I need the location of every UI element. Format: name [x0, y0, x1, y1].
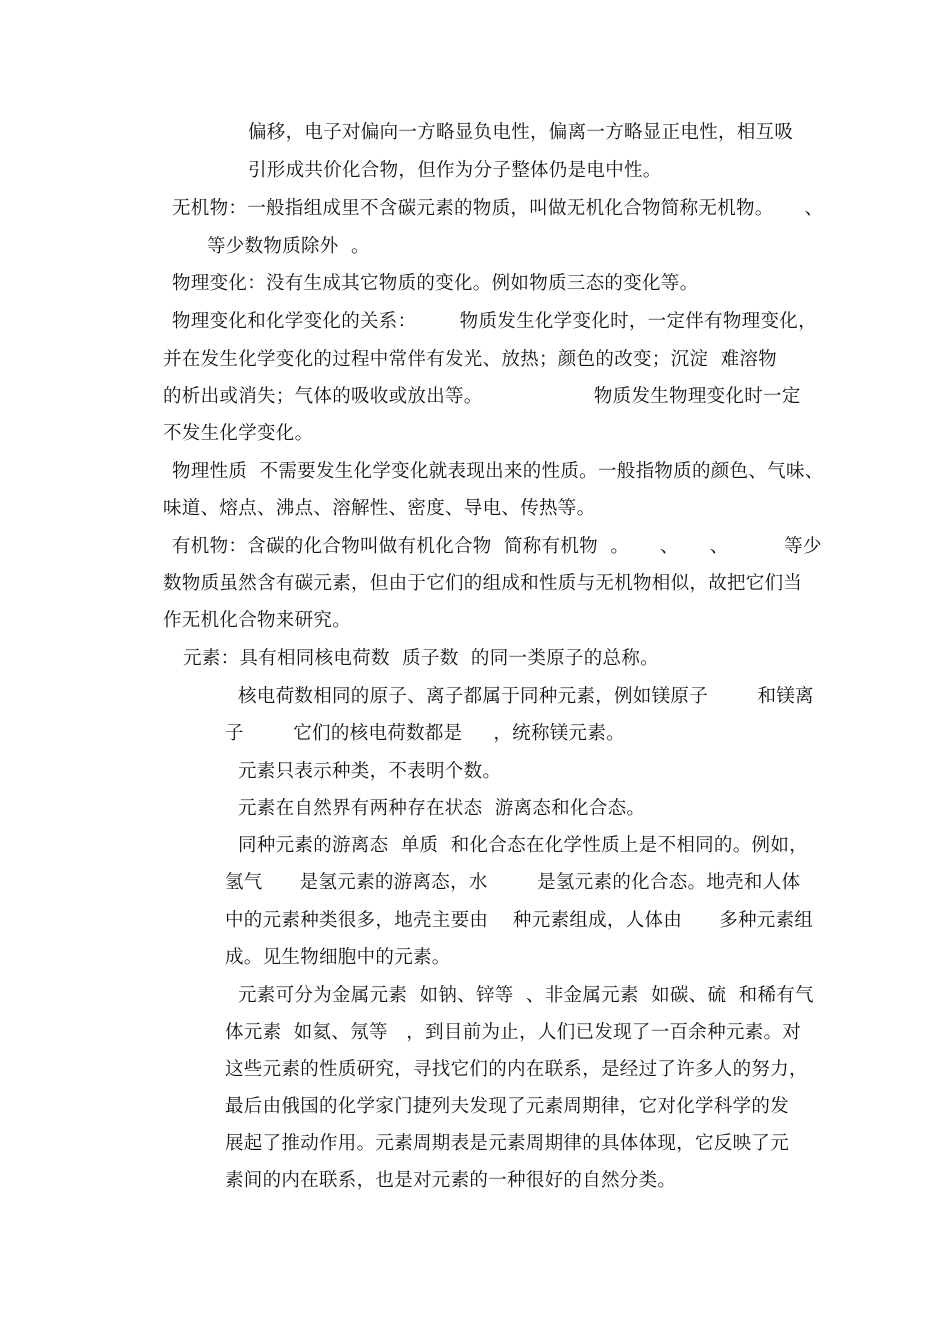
text-line: 不发生化学变化。 [163, 423, 314, 444]
text-line: 并在发生化学变化的过程中常伴有发光、放热；颜色的改变；沉淀 难溶物 [163, 349, 777, 370]
text-line: 最后由俄国的化学家门捷列夫发现了元素周期律，它对化学科学的发 [225, 1096, 790, 1117]
text-line: 展起了推动作用。元素周期表是元素周期律的具体体现，它反映了元 [225, 1133, 790, 1154]
text-line: 味道、熔点、沸点、溶解性、密度、导电、传热等。 [163, 498, 596, 519]
text-line: 元素：具有相同核电荷数 质子数 的同一类原子的总称。 [183, 648, 659, 669]
text-line: 这些元素的性质研究，寻找它们的内在联系，是经过了许多人的努力， [225, 1059, 808, 1080]
text-line: 物理变化：没有生成其它物质的变化。例如物质三态的变化等。 [172, 273, 699, 294]
text-line: 物理性质 不需要发生化学变化就表现出来的性质。一般指物质的颜色、气味、 [172, 461, 824, 482]
text-line: 无机物：一般指组成里不含碳元素的物质，叫做无机化合物简称无机物。 、 [172, 198, 824, 219]
text-line: 元素只表示种类，不表明个数。 [238, 761, 502, 782]
text-line: 体元素 如氦、氖等 ，到目前为止，人们已发现了一百余种元素。对 [225, 1022, 802, 1043]
text-line: 物理变化和化学变化的关系： 物质发生化学变化时，一定伴有物理变化， [172, 311, 817, 332]
text-line: 引形成共价化合物，但作为分子整体仍是电中性。 [248, 160, 662, 181]
text-line: 数物质虽然含有碳元素，但由于它们的组成和性质与无机物相似，故把它们当 [163, 573, 803, 594]
text-line: 作无机化合物来研究。 [163, 610, 352, 631]
text-line: 核电荷数相同的原子、离子都属于同种元素，例如镁原子 和镁离 [238, 686, 814, 707]
text-line: 的析出或消失；气体的吸收或放出等。 物质发生物理变化时一定 [163, 386, 801, 407]
text-line: 有机物：含碳的化合物叫做有机化合物 简称有机物 。 、 、 等少 [172, 536, 822, 557]
text-line: 元素在自然界有两种存在状态 游离态和化合态。 [238, 798, 646, 819]
text-line: 等少数物质除外 。 [207, 236, 370, 257]
text-line: 中的元素种类很多，地壳主要由 种元素组成，人体由 多种元素组 [225, 910, 814, 931]
text-line: 同种元素的游离态 单质 和化合态在化学性质上是不相同的。例如， [238, 835, 808, 856]
text-line: 成。见生物细胞中的元素。 [225, 947, 451, 968]
text-line: 元素可分为金属元素 如钠、锌等 、非金属元素 如碳、硫 和稀有气 [238, 985, 814, 1006]
text-line: 素间的内在联系，也是对元素的一种很好的自然分类。 [225, 1170, 677, 1191]
text-line: 偏移，电子对偏向一方略显负电性，偏离一方略显正电性，相互吸 [248, 122, 794, 143]
text-line: 子 它们的核电荷数都是 ，统称镁元素。 [225, 723, 625, 744]
text-line: 氢气 是氢元素的游离态，水 是氢元素的化合态。地壳和人体 [225, 872, 801, 893]
